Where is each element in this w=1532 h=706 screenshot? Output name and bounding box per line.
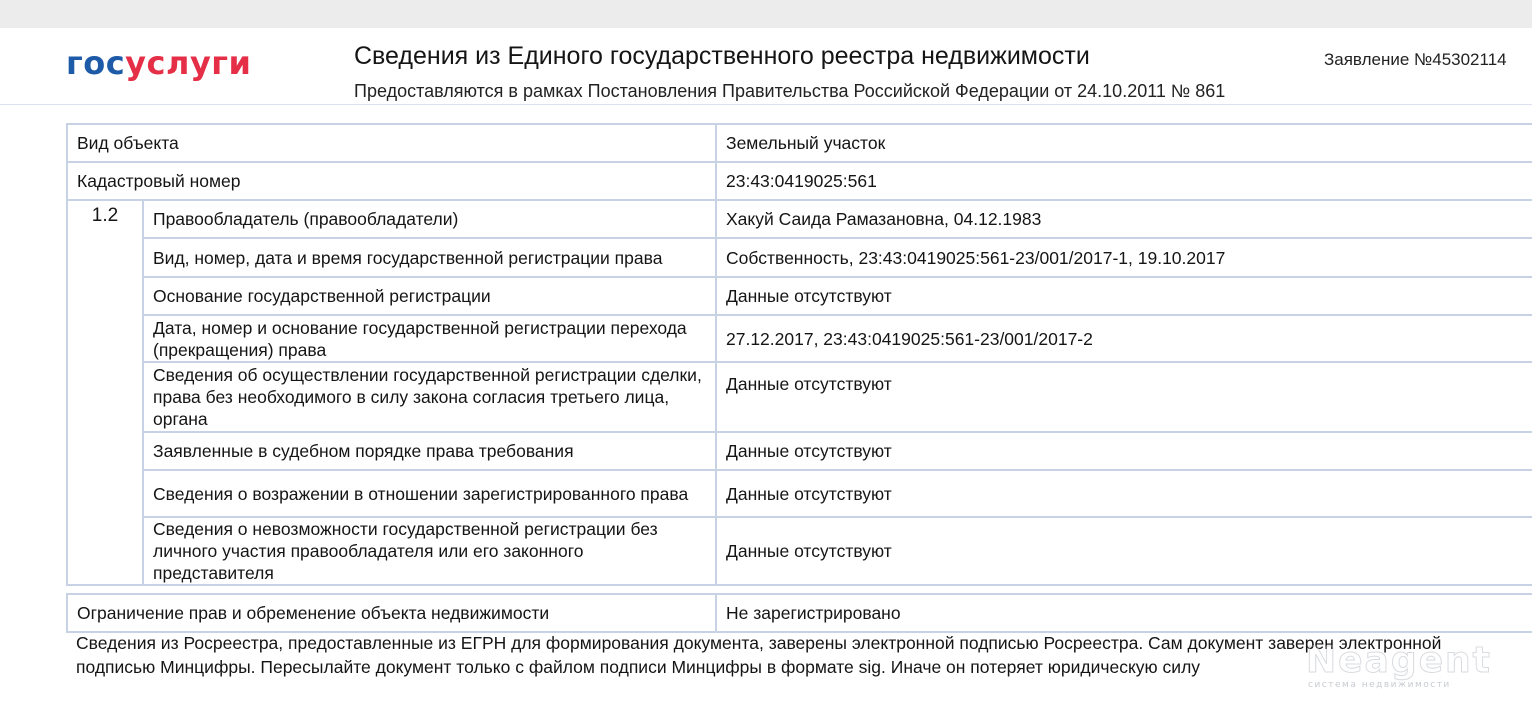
- row-label: Основание государственной регистрации: [143, 277, 716, 315]
- row-value: Данные отсутствуют: [716, 362, 1532, 432]
- limits-table: [66, 593, 1532, 633]
- table-row: [67, 277, 1532, 315]
- table-row: [67, 362, 1532, 432]
- row-label: Вид, номер, дата и время государственной регистрации права: [143, 238, 716, 277]
- logo-part-uslugi: услуги: [125, 44, 252, 82]
- logo-part-gos: гос: [66, 44, 126, 82]
- document-header: [0, 28, 1532, 105]
- row-value: Собственность, 23:43:0419025:561-23/001/2017-1, 19.10.2017: [716, 238, 1532, 277]
- row-label: Правообладатель (правообладатели): [143, 200, 716, 238]
- document-sheet: [0, 28, 1532, 706]
- table-row: [67, 238, 1532, 277]
- document-title: Сведения из Единого государственного реестра недвижимости: [354, 42, 1090, 70]
- signature-note: [76, 631, 1532, 679]
- document-subtitle: Предоставляются в рамках Постановления Правительства Российской Федерации от 24.10.2011 № 861: [354, 81, 1226, 101]
- application-number: Заявление №45302114: [1324, 50, 1507, 69]
- table-row: [67, 594, 1532, 632]
- row-value: Данные отсутствуют: [716, 470, 1532, 517]
- signature-note-line-2: подписью Минцифры. Пересылайте документ только с файлом подписи Минцифры в формате sig. Иначе он потеряет юридическую силу: [76, 657, 1201, 677]
- table-row: [67, 432, 1532, 470]
- row-label: Сведения о невозможности государственной регистрации без личного участия правообладателя или его законного представителя: [143, 517, 716, 585]
- row-label: Сведения о возражении в отношении зарегистрированного права: [143, 470, 716, 517]
- limits-label: Ограничение прав и обременение объекта недвижимости: [67, 594, 716, 632]
- table-row: [67, 124, 1532, 162]
- limits-value: Не зарегистрировано: [716, 594, 1532, 632]
- registry-table: [66, 123, 1532, 586]
- row-label: Дата, номер и основание государственной регистрации перехода (прекращения) права: [143, 315, 716, 362]
- section-number: 1.2: [67, 200, 143, 585]
- row-label: Заявленные в судебном порядке права требования: [143, 432, 716, 470]
- watermark-word: Neagent: [1306, 640, 1492, 681]
- table-row: [67, 470, 1532, 517]
- gosuslugi-logo: [66, 46, 251, 80]
- row-value: Хакуй Саида Рамазановна, 04.12.1983: [716, 200, 1532, 238]
- table-row: [67, 200, 1532, 238]
- row-label: Сведения об осуществлении государственной регистрации сделки, права без необходимого в силу закона согласия третьего лица, органа: [143, 362, 716, 432]
- table-row: [67, 162, 1532, 200]
- table-row: [67, 315, 1532, 362]
- row-value: 27.12.2017, 23:43:0419025:561-23/001/2017-2: [716, 315, 1532, 362]
- row-value: Данные отсутствуют: [716, 277, 1532, 315]
- row-value: Данные отсутствуют: [716, 432, 1532, 470]
- object-type-value: Земельный участок: [716, 124, 1532, 162]
- top-bar: [0, 0, 1532, 10]
- cadastral-number-label: Кадастровый номер: [67, 162, 716, 200]
- signature-note-line-1: Сведения из Росреестра, предоставленные из ЕГРН для формирования документа, заверены электронной подписью Росреестра. Сам документ заверен электронной: [76, 633, 1442, 653]
- cadastral-number-value: 23:43:0419025:561: [716, 162, 1532, 200]
- row-value: Данные отсутствуют: [716, 517, 1532, 585]
- table-row: [67, 517, 1532, 585]
- watermark-tagline: система недвижимости: [1308, 680, 1451, 690]
- object-type-label: Вид объекта: [67, 124, 716, 162]
